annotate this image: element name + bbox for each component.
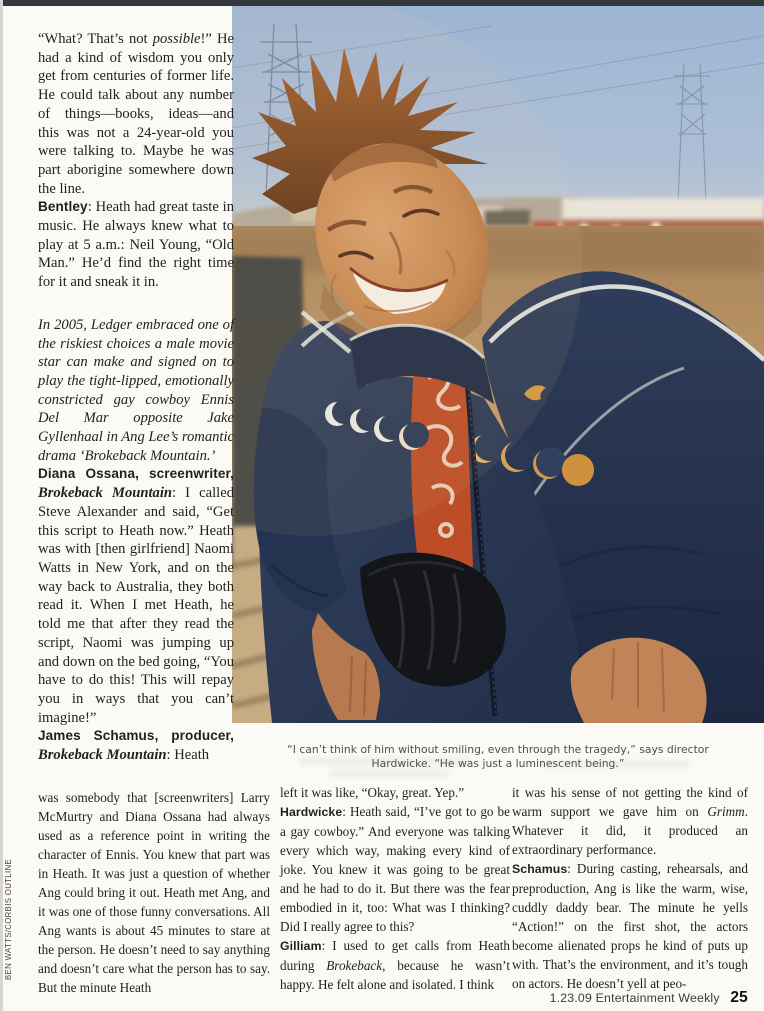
- body-text: it was his sense of not getting the kind of warm support we gave him on: [512, 785, 748, 819]
- paragraph: [38, 198, 234, 292]
- body-text: , because he wasn’t happy. He felt alone and isolated. I think: [280, 958, 510, 992]
- body-text: “What? That’s not: [38, 31, 153, 47]
- paragraph: [280, 783, 510, 802]
- print-bleed: [540, 760, 690, 768]
- page-number: 25: [730, 989, 748, 1006]
- paragraph: [280, 936, 510, 994]
- magazine-name: Entertainment Weekly: [595, 991, 720, 1005]
- body-text: was somebody that [screenwriters] Larry McMurtry and Diana Ossana had always used as a reference point in writing the character of Ennis. You knew that part was in Heath. It was just a question of whether Ang could bring it out. Heath met Ang, and it was one of those funny conversations. All Ang wants is about 45 minutes to stare at the person. He doesn’t need to say anything and doesn’t care what the person has to say. But the minute Heath: [38, 790, 270, 995]
- speaker-name: Diana Ossana, screenwriter,: [38, 466, 234, 482]
- paragraph: [38, 727, 234, 764]
- body-text: : During casting, rehearsals, and preproduction, Ang is like the warm, wise, cuddly daddy bear. The minute he yells “Action!” on the first shot, the actors become alienated props he kind of puts up with. That’s the environment, and it’s tough on actors. He doesn’t yell at peo-: [512, 861, 748, 991]
- page-footer: [550, 989, 748, 1007]
- scan-edge-left: [0, 0, 3, 1011]
- speaker-name: Bentley: [38, 199, 88, 215]
- speaker-name: James Schamus, producer,: [38, 728, 234, 744]
- body-text: . Whatever it did, it produced an extraordinary performance.: [512, 804, 748, 857]
- issue-date: 1.23.09: [549, 991, 593, 1005]
- paragraph: [280, 802, 510, 936]
- paragraph: [512, 859, 748, 993]
- body-text: : I used to get calls from Heath during: [280, 938, 510, 973]
- body-text: : Heath said, “I’ve got to go be a gay cowboy.” And everyone was talking every which way, making every kind of joke. You knew it was going to be great and he had to do it. But there was the fear embodied in it, too: What was I thinking? Did I really agree to this?: [280, 804, 510, 934]
- print-bleed: [300, 757, 470, 766]
- film-title: Brokeback Mountain: [38, 747, 167, 764]
- body-text: : Heath: [166, 747, 210, 764]
- body-text-italic: In 2005, Ledger embraced one of the riskiest choices a male movie star can make and signed on to play the tight-lipped, emotionally constricted gay cowboy Ennis Del Mar opposite Jake Gyllenhaal in Ang Lee’s romantic drama ‘Brokeback Mountain.’: [38, 316, 234, 464]
- paragraph: [38, 30, 234, 198]
- photo-credit: BEN WATTS/CORBIS OUTLINE: [4, 858, 13, 980]
- column-left-top: [38, 30, 234, 765]
- photo-heath-ledger: [232, 6, 764, 723]
- body-text: left it was like, “Okay, great. Yep.”: [280, 785, 465, 800]
- film-title: Brokeback Mountain: [38, 485, 172, 502]
- column-right: [512, 783, 748, 993]
- body-text: !” He had a kind of wisdom you only get from centuries of former life. He could talk about any number of things—books, ideas—and this was not a 24-year-old you were talking to. Maybe he was part aborigine somewhere down the line.: [38, 31, 234, 197]
- speaker-name: Gilliam: [280, 939, 322, 953]
- editorial-note: [38, 316, 234, 466]
- column-middle: [280, 783, 510, 994]
- paragraph: [512, 783, 748, 859]
- photo-illustration: [232, 6, 764, 723]
- film-title: Brokeback: [326, 958, 383, 973]
- speaker-name: Schamus: [512, 862, 568, 876]
- column-left-bottom: [38, 788, 270, 997]
- speaker-name: Hardwicke: [280, 805, 343, 819]
- body-text: : Heath had great taste in music. He always knew what to play at 5 a.m.: Neil Young, “Old Man.” He’d find the right time for it and sneak it in.: [38, 199, 234, 291]
- photo-caption: “I can’t think of him without smiling, even through the tragedy,” says director Hardwicke. “He was just a luminescent being.”: [287, 742, 709, 770]
- body-text-italic: possible: [152, 31, 201, 47]
- film-title: Grimm: [707, 804, 745, 819]
- print-bleed: [330, 770, 450, 778]
- body-text: : I called Steve Alexander and said, “Get this script to Heath now.” Heath was with [then girlfriend] Naomi Watts in New York, and on the way back to Australia, they both read it. When I met Heath, he told me that after they read the script, Naomi was jumping up and down on the bed going, “You have to do this! This will repay you in ways that you can’t imagine!”: [38, 485, 234, 726]
- paragraph: [38, 788, 270, 997]
- paragraph: [38, 465, 234, 727]
